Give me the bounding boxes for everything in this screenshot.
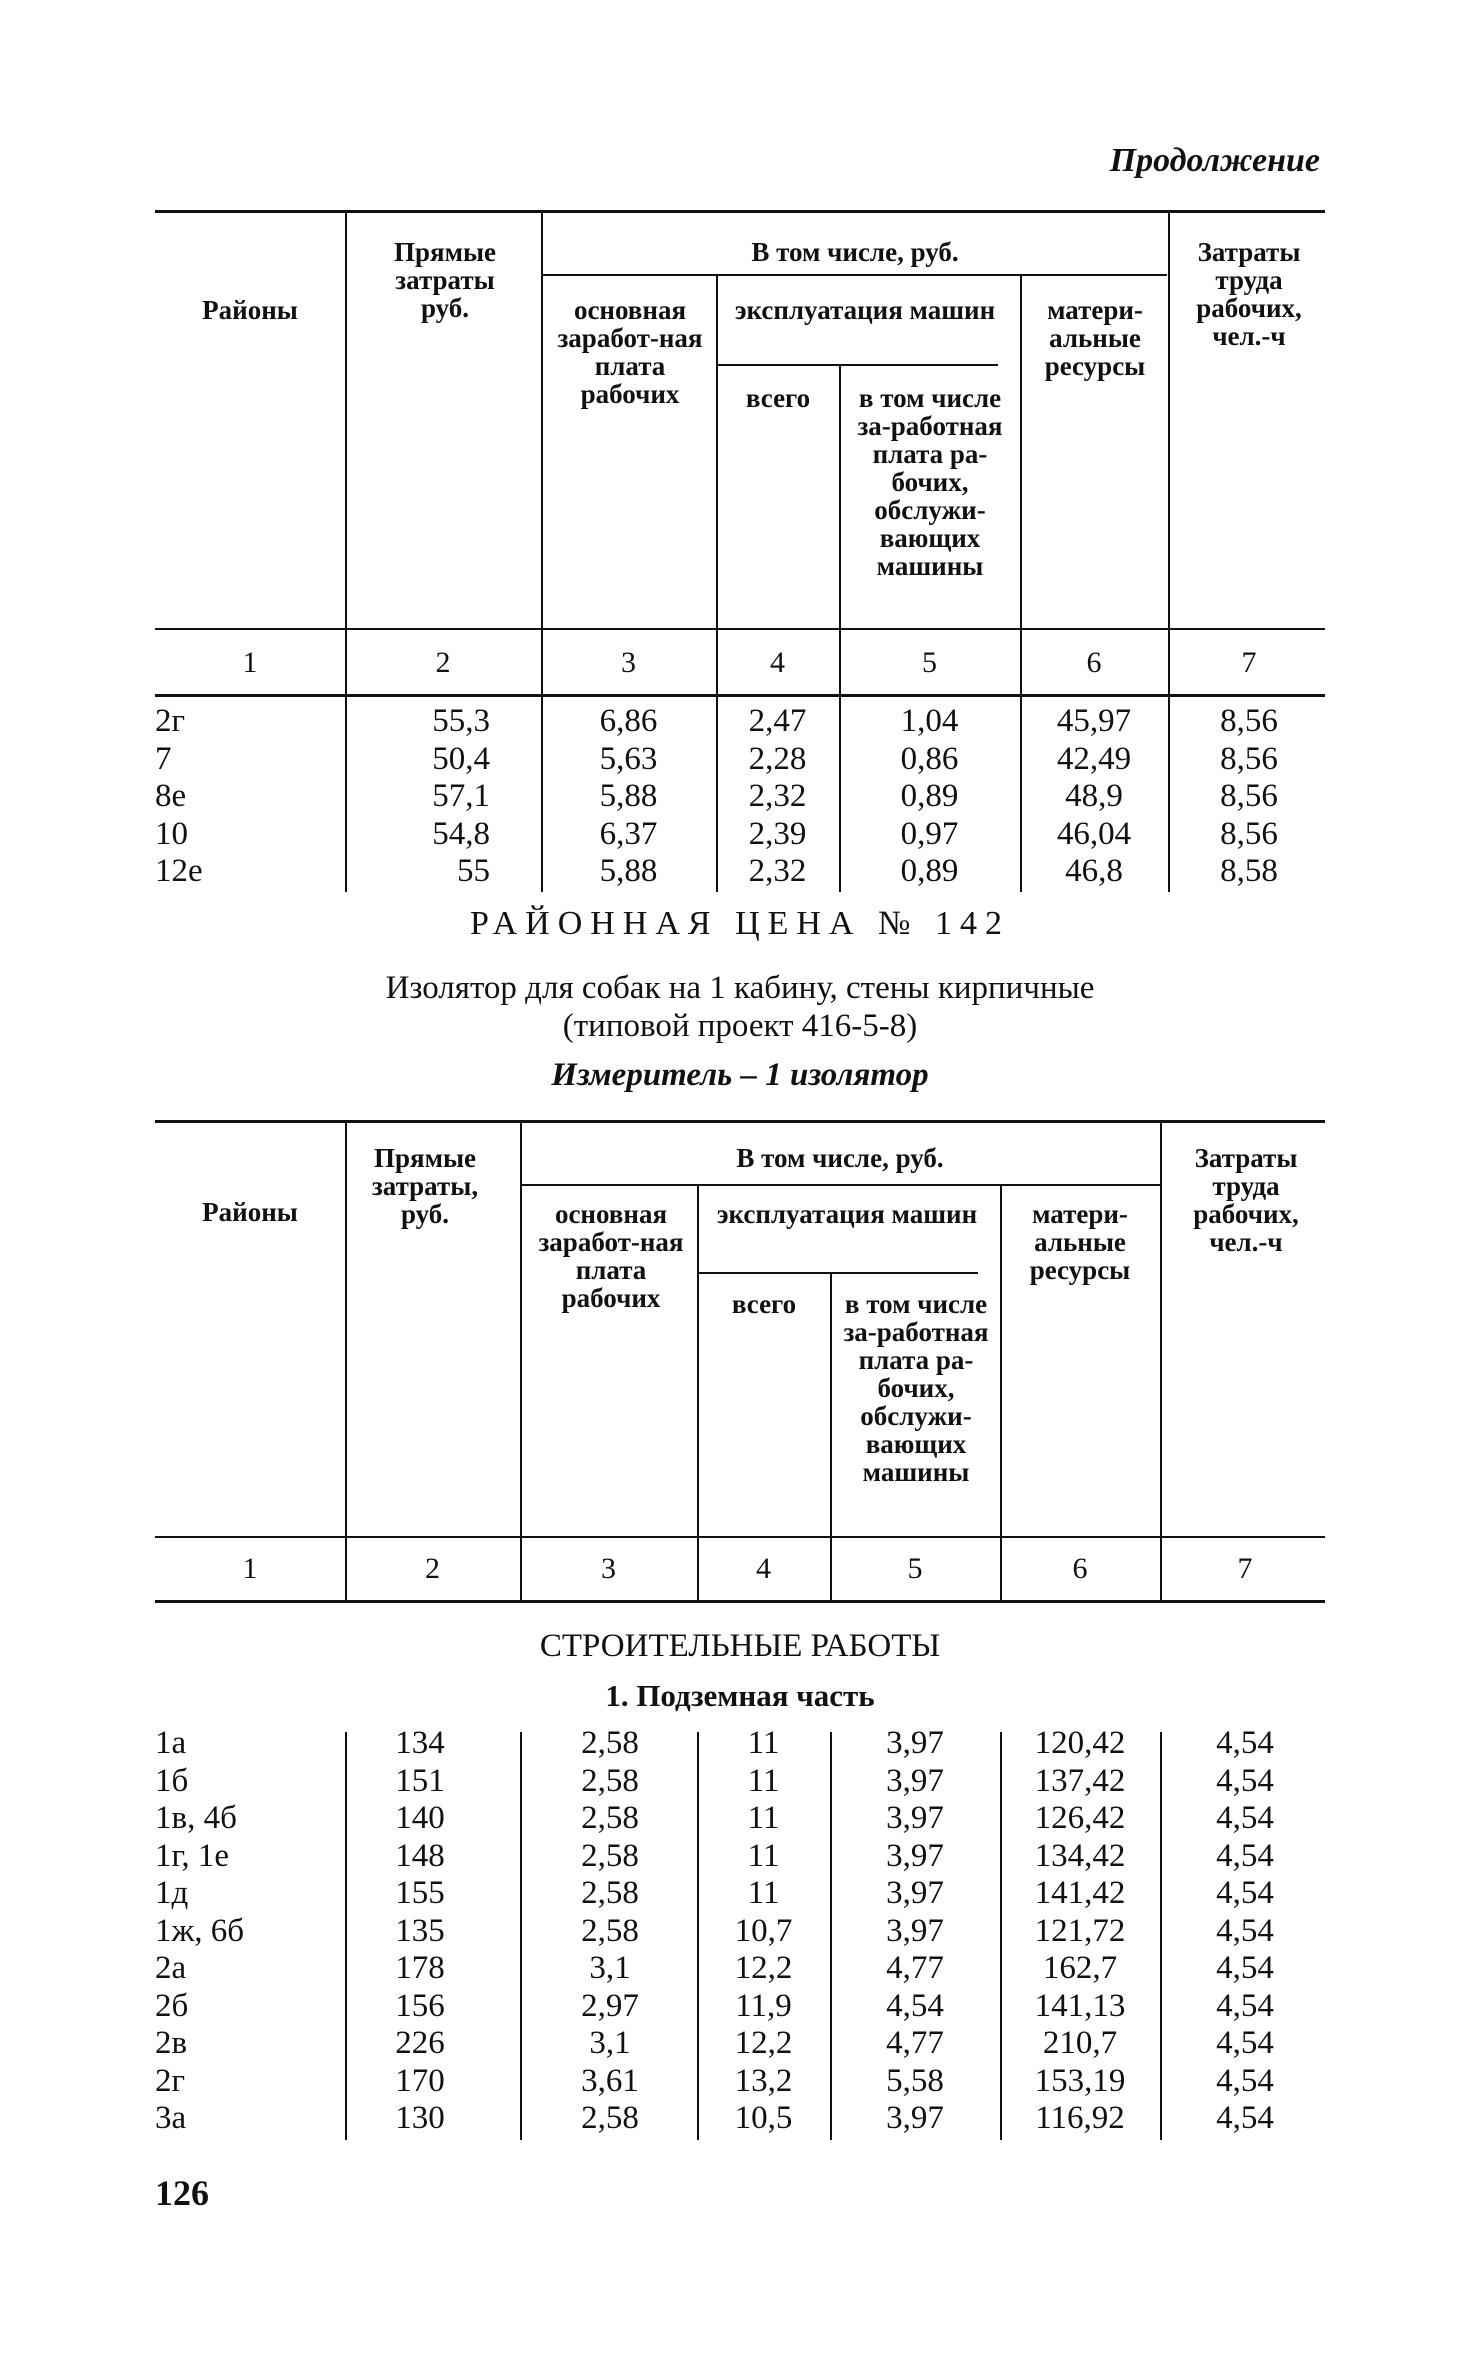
column-number: 5 xyxy=(907,1552,923,1585)
table2-cell: 10,7 xyxy=(734,1912,793,1949)
table2-cell: 2б xyxy=(155,1987,189,2024)
measure-unit: Измеритель – 1 изолятор xyxy=(551,1057,929,1093)
table2-cell: 11 xyxy=(747,1837,780,1874)
column-number: 6 xyxy=(1086,646,1102,679)
table1-cell: 8,56 xyxy=(1220,740,1278,777)
table1-cell: 2,47 xyxy=(748,703,807,739)
table2-cell: 2в xyxy=(155,2025,188,2061)
header-labor: Затраты труда рабочих, чел.-ч xyxy=(1193,1143,1299,1257)
table2-cell: 156 xyxy=(395,1987,445,2024)
table1-cell: 2г xyxy=(155,703,186,739)
column-number: 6 xyxy=(1072,1552,1088,1585)
table1-cell: 0,89 xyxy=(900,853,959,889)
column-number: 4 xyxy=(756,1552,771,1585)
continuation-label: Продолжение xyxy=(1109,142,1320,179)
table2-cell: 137,42 xyxy=(1034,1762,1126,1799)
table2-cell: 2,58 xyxy=(581,1912,639,1949)
table2-cell: 135 xyxy=(395,1912,445,1949)
table2-cell: 1ж, 6б xyxy=(155,1912,245,1949)
table2-cell: 130 xyxy=(395,2100,445,2136)
table2-cell: 4,54 xyxy=(1216,1800,1274,1836)
header-regions: Районы xyxy=(202,295,298,325)
table2-cell: 4,54 xyxy=(1216,1950,1274,1986)
table1-cell: 0,97 xyxy=(900,815,959,852)
page-number: 126 xyxy=(155,2173,209,2213)
section-subtitle-line1: Изолятор для собак на 1 кабину, стены кирпичные xyxy=(385,970,1095,1006)
section-title: РАЙОННАЯ ЦЕНА № 142 xyxy=(470,905,1010,942)
table1-column-labor xyxy=(1173,703,1325,891)
table2-cell: 4,54 xyxy=(1216,1912,1274,1949)
table2-cell: 3,97 xyxy=(886,1762,944,1799)
table2-cell: 2,58 xyxy=(581,1837,639,1874)
table2-cell: 10,5 xyxy=(734,2100,793,2136)
header-operator-wages: в том числе за-работная плата ра-бочих, обслужи-вающих машины xyxy=(843,1289,989,1487)
table2-cell: 134 xyxy=(395,1725,445,1761)
column-number: 7 xyxy=(1241,646,1257,679)
column-number: 2 xyxy=(425,1552,440,1585)
table1-cell: 10 xyxy=(155,815,188,852)
table1-cell: 8,56 xyxy=(1220,778,1278,814)
section-subtitle-line2: (типовой проект 416-5-8) xyxy=(562,1008,918,1044)
table1-cell: 8,56 xyxy=(1220,815,1278,852)
table1-cell: 48,9 xyxy=(1065,778,1123,814)
table2-cell: 3,1 xyxy=(589,2025,631,2061)
table2-cell: 210,7 xyxy=(1042,2025,1118,2061)
header-direct-costs: Прямые затраты, руб. xyxy=(371,1143,479,1229)
table2-cell: 153,19 xyxy=(1034,2062,1126,2099)
table1-cell: 2,32 xyxy=(748,853,807,889)
table2-cell: 3,97 xyxy=(886,1837,944,1874)
table2-cell: 121,72 xyxy=(1034,1912,1126,1949)
table1-cell: 46,04 xyxy=(1056,815,1132,852)
table2-cell: 11,9 xyxy=(735,1987,792,2024)
table2-cell: 178 xyxy=(395,1950,445,1986)
table1-column-operator-wages xyxy=(844,703,1015,891)
header-direct-costs: Прямые затраты руб. xyxy=(393,237,497,323)
table2-cell: 4,54 xyxy=(1216,1837,1274,1874)
table2-cell: 11 xyxy=(747,1800,780,1836)
table1-cell: 46,8 xyxy=(1065,853,1123,889)
table2-cell: 148 xyxy=(395,1837,445,1874)
table2-cell: 2,58 xyxy=(581,2100,639,2136)
table2-cell: 140 xyxy=(395,1800,445,1836)
table1-column-machines-total xyxy=(721,703,834,891)
table1-cell: 12е xyxy=(155,853,203,889)
table1-cell: 8е xyxy=(155,778,187,814)
table2-cell: 155 xyxy=(395,1875,445,1911)
header-materials: матери-альные ресурсы xyxy=(1029,1199,1131,1285)
table1-cell: 8,58 xyxy=(1220,853,1278,889)
table1-cell: 42,49 xyxy=(1056,740,1132,777)
table1-column-regions xyxy=(155,703,335,891)
header-including: В том числе, руб. xyxy=(751,237,959,267)
table2-cell: 120,42 xyxy=(1034,1725,1126,1761)
header-machine-operation: эксплуатация машин xyxy=(734,295,996,325)
column-number: 1 xyxy=(242,1552,258,1585)
table2-cell: 2,58 xyxy=(581,1800,639,1836)
table2-cell: 1д xyxy=(155,1875,189,1911)
table2-column-labor xyxy=(1165,1725,1325,2138)
table1-cell: 6,86 xyxy=(599,703,658,739)
header-total: всего xyxy=(745,383,811,413)
table2-cell: 3а xyxy=(155,2100,187,2136)
table2-cell: 151 xyxy=(395,1762,445,1799)
table2-cell: 2г xyxy=(155,2062,186,2099)
header-operator-wages: в том числе за-работная плата ра-бочих, обслужи-вающих машины xyxy=(857,383,1003,581)
table2-subsection-title: 1. Подземная часть xyxy=(605,1678,875,1713)
table1-cell: 2,39 xyxy=(748,815,807,852)
table1-column-direct-costs xyxy=(350,703,490,891)
column-number: 3 xyxy=(601,1552,616,1585)
table1-cell: 2,32 xyxy=(748,778,807,814)
table2-column-operator-wages xyxy=(835,1725,995,2138)
table2-cell: 116,92 xyxy=(1035,2100,1125,2136)
table2-cell: 3,97 xyxy=(886,2100,944,2136)
table1-cell: 57,1 xyxy=(432,778,490,814)
table1-cell: 1,04 xyxy=(900,703,959,739)
table2-cell: 141,13 xyxy=(1034,1987,1126,2024)
header-labor: Затраты труда рабочих, чел.-ч xyxy=(1196,237,1302,351)
table2-cell: 3,97 xyxy=(886,1800,944,1836)
header-machine-operation: эксплуатация машин xyxy=(716,1199,978,1229)
table2-cell: 126,42 xyxy=(1034,1800,1126,1836)
table2-cell: 11 xyxy=(747,1762,780,1799)
table2-column-base-wages xyxy=(555,1725,665,2138)
table1-cell: 5,63 xyxy=(599,740,658,777)
table2-cell: 4,54 xyxy=(1216,1725,1274,1761)
table1-cell: 55,3 xyxy=(432,703,490,739)
table2-cell: 1в, 4б xyxy=(155,1800,237,1836)
table2-cell: 3,61 xyxy=(581,2062,639,2099)
header-base-wages: основная заработ-ная плата рабочих xyxy=(557,295,703,409)
header-including: В том числе, руб. xyxy=(736,1143,944,1173)
table2-cell: 1г, 1е xyxy=(155,1837,229,1874)
table1-cell: 7 xyxy=(155,740,172,777)
table1-cell: 50,4 xyxy=(432,740,490,777)
table2-cell: 141,42 xyxy=(1034,1875,1126,1911)
table2-cell: 11 xyxy=(747,1875,780,1911)
table2-cell: 2,58 xyxy=(581,1875,639,1911)
table2-cell: 4,54 xyxy=(1216,1762,1274,1799)
column-number: 2 xyxy=(435,646,451,679)
table1-cell: 0,86 xyxy=(900,740,959,777)
table2-section-title: СТРОИТЕЛЬНЫЕ РАБОТЫ xyxy=(539,1628,941,1664)
column-number: 4 xyxy=(770,646,785,679)
column-number: 7 xyxy=(1237,1552,1253,1585)
table1-cell: 54,8 xyxy=(432,815,490,852)
table1-cell: 45,97 xyxy=(1056,703,1132,739)
table2-cell: 2,97 xyxy=(581,1987,639,2024)
table1-column-base-wages xyxy=(546,703,711,891)
table2-cell: 4,54 xyxy=(1216,2100,1274,2136)
table2-cell: 12,2 xyxy=(734,2025,793,2061)
table2-cell: 4,54 xyxy=(1216,2025,1274,2061)
table1-cell: 2,28 xyxy=(748,740,807,777)
table2-cell: 3,97 xyxy=(886,1875,944,1911)
table2-cell: 2,58 xyxy=(581,1725,639,1761)
column-number: 5 xyxy=(922,646,937,679)
table2-column-machines-total xyxy=(702,1725,825,2138)
table2-cell: 4,77 xyxy=(886,1950,944,1986)
header-total: всего xyxy=(731,1289,797,1319)
table1-cell: 0,89 xyxy=(900,778,959,814)
table2-column-regions xyxy=(155,1725,340,2138)
table1-cell: 6,37 xyxy=(599,815,658,852)
table1-column-materials xyxy=(1025,703,1163,891)
table1-cell: 55 xyxy=(457,853,490,889)
column-number: 3 xyxy=(621,646,636,679)
table2-cell: 13,2 xyxy=(734,2062,793,2099)
table2-cell: 3,97 xyxy=(886,1912,944,1949)
header-base-wages: основная заработ-ная плата рабочих xyxy=(538,1199,684,1313)
header-regions: Районы xyxy=(202,1197,298,1227)
table2-cell: 4,54 xyxy=(1216,2062,1274,2099)
table2-cell: 4,77 xyxy=(886,2025,944,2061)
table2-cell: 2,58 xyxy=(581,1762,639,1799)
table1-cell: 5,88 xyxy=(599,778,658,814)
table2-cell: 134,42 xyxy=(1034,1837,1126,1874)
header-materials: матери-альные ресурсы xyxy=(1044,295,1146,381)
table2-cell: 2а xyxy=(155,1950,187,1986)
table1-cell: 5,88 xyxy=(599,853,658,889)
table2-cell: 3,97 xyxy=(886,1725,944,1761)
table2-cell: 12,2 xyxy=(734,1950,793,1986)
table2-column-materials xyxy=(1005,1725,1155,2138)
table2-cell: 11 xyxy=(747,1725,780,1761)
table2-cell: 4,54 xyxy=(886,1987,944,2024)
table2-cell: 162,7 xyxy=(1042,1950,1118,1986)
table2-cell: 1а xyxy=(155,1725,187,1761)
table2-column-direct-costs xyxy=(350,1725,490,2138)
column-number: 1 xyxy=(242,646,258,679)
table2-cell: 4,54 xyxy=(1216,1875,1274,1911)
table2-cell: 3,1 xyxy=(589,1950,631,1986)
table2-cell: 170 xyxy=(395,2062,445,2099)
table2-cell: 5,58 xyxy=(886,2062,944,2099)
table1-cell: 8,56 xyxy=(1220,703,1278,739)
table2-cell: 226 xyxy=(395,2025,445,2061)
table2-cell: 4,54 xyxy=(1216,1987,1274,2024)
table2-cell: 1б xyxy=(155,1762,189,1799)
